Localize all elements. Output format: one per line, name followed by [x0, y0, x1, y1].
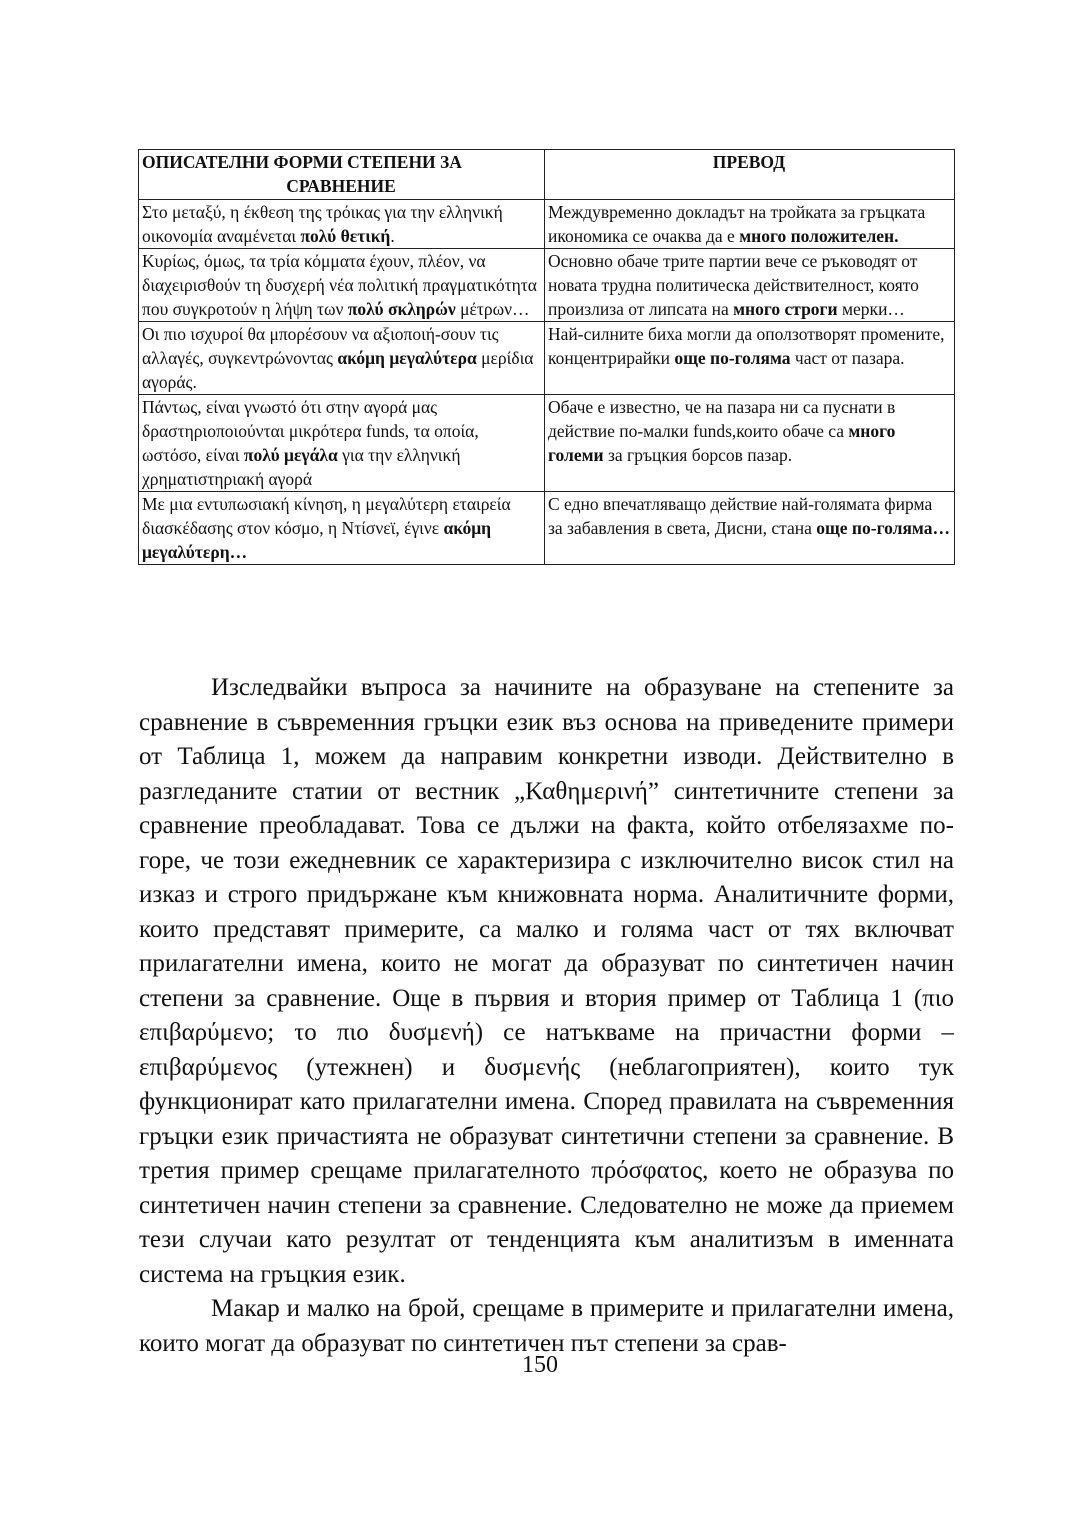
translation-text: Основно обаче трите партии вече се ръководят от новата трудна политическа действителност, която произлиза от липсата на — [548, 251, 919, 319]
translation-text: С едно впечатляващо действие най-голямата фирма за забавления в света, Дисни, стана — [548, 494, 933, 538]
comparison-table-container — [138, 149, 954, 565]
header-greek-line1: ОПИСАТЕЛНИ ФОРМИ СТЕПЕНИ ЗА — [142, 152, 462, 172]
translation-cell — [545, 249, 955, 322]
translation-emphasis: още по-голяма… — [816, 518, 950, 538]
translation-text: Междувременно докладът на тройката за гръцката икономика се очаква да е — [548, 202, 926, 246]
comparison-table — [138, 149, 955, 565]
translation-text: мерки… — [837, 299, 905, 319]
table-row — [139, 395, 955, 492]
greek-text: . — [390, 226, 395, 246]
translation-text: Обаче е известно, че на пазара ни са пуснати в действие по-малки funds,които обаче са — [548, 397, 896, 441]
greek-text: Στο μεταξύ, η έκθεση της τρόικας για την ελληνική οικονομία αναμένεται — [142, 202, 503, 246]
greek-emphasis: ακόμη μεγαλύτερα — [337, 348, 477, 368]
greek-emphasis: πολύ θετική — [300, 226, 391, 246]
body-paragraph: Макар и малко на брой, срещаме в примерите и прилагателни имена, които могат да образуват по синтетичен път степени за срав- — [139, 1295, 954, 1357]
greek-cell — [139, 200, 545, 249]
greek-text: Με μια εντυπωσιακή κίνηση, η μεγαλύτερη εταιρεία διασκέδασης στον κόσμο, η Ντίσνεϊ, έγινε — [142, 494, 511, 538]
translation-emphasis: още по-голяма — [674, 348, 791, 368]
body-text — [139, 671, 954, 1361]
body-paragraph: Изследвайки въпроса за начините на образуване на степените за сравнение в съвременния гръцки език въз основа на приведените примери от Таблица 1, можем да направим конкретни изводи. Действително в разгледаните статии от вестник „Καθημερινή” синтетичните степени за сравнение преобладават. Това се дължи на факта, който отбелязахме по-горе, че този ежедневник се характеризира с изключително висок стил на изказ и строго придържане към книжовната норма. Аналитичните форми, които представят примерите, са малко и голяма част от тях включват прилагателни имена, които не могат да образуват по синтетичен начин степени за сравнение. Още в първия и втория пример от Таблица 1 (πιο επιβαρύμενο; το πιο δυσμενή) се натъкваме на причастни форми – επιβαρύμενος (утежнен) и δυσμενής (неблагоприятен), които тук функционират като прилагателни имена. Според правилата на съвременния гръцки език причастията не образуват синтетични степени за сравнение. В третия пример срещаме прилагателното πρόσφατος, което не образува по синтетичен начин степени за сравнение. Следователно не може да приемем тези случаи като резултат от тенденцията към аналитизъм в именната система на гръцкия език. — [139, 674, 954, 1288]
greek-cell — [139, 395, 545, 492]
translation-emphasis: много положителен. — [739, 226, 899, 246]
table-row — [139, 492, 955, 565]
translation-cell — [545, 322, 955, 395]
greek-cell — [139, 249, 545, 322]
greek-text: Πάντως, είναι γνωστό ότι στην αγορά μας δραστηριοποιούνται μικρότερα funds, τα οποία, ωστόσο, είναι — [142, 397, 479, 465]
greek-cell — [139, 492, 545, 565]
greek-emphasis: πολύ μεγάλα — [243, 445, 338, 465]
greek-text: μέτρων… — [455, 299, 530, 319]
translation-emphasis: много строги — [733, 299, 838, 319]
translation-cell — [545, 395, 955, 492]
translation-emphasis: много големи — [548, 421, 896, 465]
header-greek-line2: СРАВНЕНИЕ — [286, 176, 396, 196]
greek-text: Κυρίως, όμως, τα τρία κόμματα έχουν, πλέον, να διαχειρισθούν τη δυσχερή νέα πολιτική πραγματικότητα που συγκροτούν η λήψη των — [142, 251, 537, 319]
translation-cell — [545, 492, 955, 565]
greek-cell — [139, 322, 545, 395]
translation-text: Най-силните биха могли да оползотворят промените, концентрирайки — [548, 324, 945, 368]
translation-text: за гръцкия борсов пазар. — [603, 445, 793, 465]
greek-text: Οι πιο ισχυροί θα μπορέσουν να αξιοποιή-σουν τις αλλαγές, συγκεντρώνοντας — [142, 324, 499, 368]
greek-text: μερίδια αγοράς. — [142, 348, 534, 392]
table-row — [139, 249, 955, 322]
greek-text: για την ελληνική χρηματιστηριακή αγορά — [142, 445, 461, 489]
table-row — [139, 200, 955, 249]
greek-emphasis: πολύ σκληρών — [347, 299, 456, 319]
table-row — [139, 322, 955, 395]
greek-emphasis: ακόμη μεγαλύτερη… — [142, 518, 492, 562]
table-header-row — [139, 150, 955, 200]
header-greek-column — [139, 150, 545, 200]
translation-text: част от пазара. — [790, 348, 905, 368]
translation-cell — [545, 200, 955, 249]
page-number: 150 — [522, 1352, 558, 1378]
header-translation-column: ПРЕВОД — [545, 150, 955, 200]
